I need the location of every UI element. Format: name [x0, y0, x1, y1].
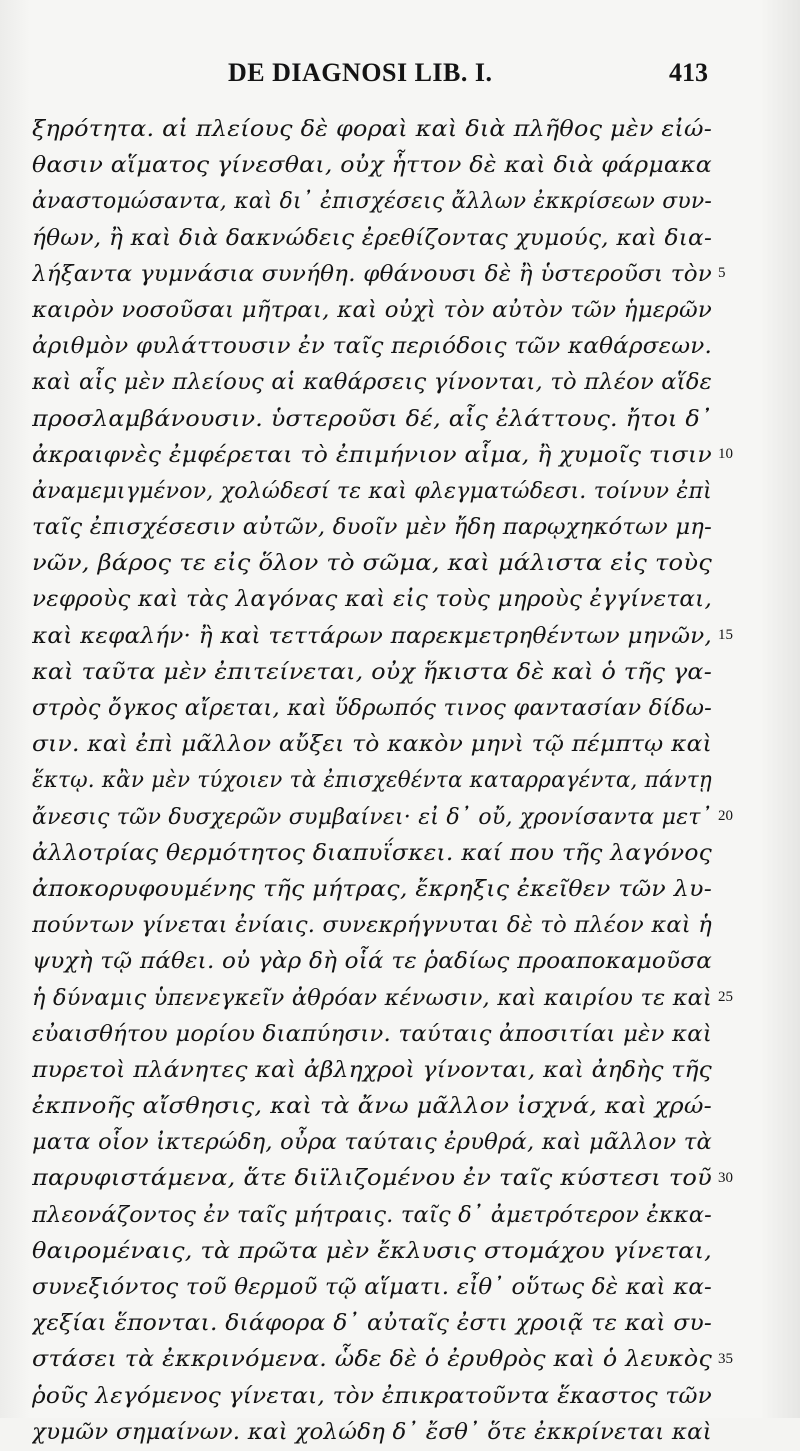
line-number: 25 [718, 988, 733, 1005]
text-line: σιν. καὶ ἐπὶ μᾶλλον αὔξει τὸ κακὸν μηνὶ τῷ πέμπτῳ καὶ [32, 732, 712, 758]
line-number: 15 [718, 626, 733, 643]
text-line: καὶ κεφαλήν· ἢ καὶ τεττάρων παρεκμετρηθέντων μηνῶν, [32, 623, 712, 649]
text-line: πλεονάζοντος ἐν ταῖς μήτραις. ταῖς δ᾽ ἀμετρότερον ἐκκα- [32, 1202, 712, 1228]
text-line: καιρὸν νοσοῦσαι μῆτραι, καὶ οὐχὶ τὸν αὐτὸν τῶν ἡμερῶν [32, 297, 712, 323]
text-line: ήθων, ἢ καὶ διὰ δακνώδεις ἐρεθίζοντας χυμούς, καὶ δια- [32, 225, 712, 251]
line-number: 5 [718, 264, 726, 281]
text-line: ἕκτῳ. κἂν μὲν τύχοιεν τὰ ἐπισχεθέντα καταρραγέντα, πάντῃ [32, 768, 712, 794]
text-line: ἀριθμὸν φυλάττουσιν ἐν ταῖς περιόδοις τῶν καθάρσεων. [32, 334, 712, 360]
text-line: θαιρομέναις, τὰ πρῶτα μὲν ἔκλυσις στομάχου γίνεται, [32, 1238, 712, 1264]
page-number: 413 [669, 58, 708, 87]
text-line: ἄνεσις τῶν δυσχερῶν συμβαίνει· εἰ δ᾽ οὔ, χρονίσαντα μετ᾽ [32, 804, 712, 830]
text-line: συνεξιόντος τοῦ θερμοῦ τῷ αἵματι. εἶθ᾽ οὕτως δὲ καὶ κα- [32, 1275, 712, 1300]
text-line: ταῖς ἐπισχέσεσιν αὐτῶν, δυοῖν μὲν ἤδη παρῳχηκότων μη- [32, 515, 712, 541]
text-line: ψυχὴ τῷ πάθει. οὐ γὰρ δὴ οἷά τε ῥαδίως προαποκαμοῦσα [32, 949, 712, 975]
line-number: 30 [718, 1169, 733, 1186]
page-header [228, 58, 708, 94]
text-line: χεξίαι ἕπονται. διάφορα δ᾽ αὐταῖς ἐστι χροιᾷ τε καὶ συ- [32, 1311, 712, 1337]
text-line: καὶ αἷς μὲν πλείους αἱ καθάρσεις γίνονται, τὸ πλέον αἵδε [32, 370, 712, 396]
running-title: DE DIAGNOSI LIB. I. [228, 58, 493, 87]
line-number: 10 [718, 445, 733, 462]
line-number: 20 [718, 807, 733, 824]
text-line: νῶν, βάρος τε εἰς ὅλον τὸ σῶμα, καὶ μάλιστα εἰς τοὺς [32, 551, 712, 577]
text-line: στρὸς ὄγκος αἴρεται, καὶ ὕδρωπός τινος φαντασίαν δίδω- [32, 696, 712, 721]
text-line: ἐκπνοῆς αἴσθησις, καὶ τὰ ἄνω μᾶλλον ἰσχνά, καὶ χρώ- [32, 1094, 712, 1120]
text-line: ματα οἷον ἰκτερώδη, οὖρα ταύταις ἐρυθρά, καὶ μᾶλλον τὰ [32, 1130, 712, 1156]
text-line: ἀναστομώσαντα, καὶ δι᾽ ἐπισχέσεις ἄλλων ἐκκρίσεων συν- [32, 189, 712, 215]
body-text [32, 112, 712, 1451]
text-line: πυρετοὶ πλάνητες καὶ ἀβληχροὶ γίνονται, καὶ ἀηδὴς τῆς [32, 1057, 712, 1083]
text-line: νεφροὺς καὶ τὰς λαγόνας καὶ εἰς τοὺς μηροὺς ἐγγίνεται, [32, 587, 712, 613]
text-line: ἀποκορυφουμένης τῆς μήτρας, ἔκρηξις ἐκεῖθεν τῶν λυ- [32, 876, 712, 902]
text-line: προσλαμβάνουσιν. ὑστεροῦσι δέ, αἷς ἐλάττους. ἤτοι δ᾽ [32, 406, 712, 432]
text-line: παρυφιστάμενα, ἅτε διϊλιζομένου ἐν ταῖς κύστεσι τοῦ [32, 1166, 712, 1192]
text-line: πούντων γίνεται ἐνίαις. συνεκρήγνυται δὲ τὸ πλέον καὶ ἡ [32, 913, 712, 939]
text-line: ἀκραιφνὲς ἐμφέρεται τὸ ἐπιμήνιον αἷμα, ἢ χυμοῖς τισιν [32, 442, 712, 468]
text-line: ἀναμεμιγμένον, χολώδεσί τε καὶ φλεγματώδεσι. τοίνυν ἐπὶ [32, 478, 712, 504]
text-line: εὐαισθήτου μορίου διαπύησιν. ταύταις ἀποσιτίαι μὲν καὶ [32, 1021, 712, 1047]
text-line: χυμῶν σημαίνων. καὶ χολώδη δ᾽ ἔσθ᾽ ὅτε ἐκκρίνεται καὶ [32, 1419, 712, 1445]
text-line: θασιν αἵματος γίνεσθαι, οὐχ ἧττον δὲ καὶ διὰ φάρμακα [32, 153, 712, 179]
text-line: στάσει τὰ ἐκκρινόμενα. ὧδε δὲ ὁ ἐρυθρὸς καὶ ὁ λευκὸς [32, 1347, 712, 1373]
line-number: 35 [718, 1350, 733, 1367]
text-line: ἀλλοτρίας θερμότητος διαπυΐσκει. καί που τῆς λαγόνος [32, 840, 712, 866]
text-line: ῥοῦς λεγόμενος γίνεται, τὸν ἐπικρατοῦντα ἕκαστος τῶν [32, 1383, 712, 1409]
text-line: καὶ ταῦτα μὲν ἐπιτείνεται, οὐχ ἥκιστα δὲ καὶ ὁ τῆς γα- [32, 659, 712, 685]
text-line: ξηρότητα. αἱ πλείους δὲ φοραὶ καὶ διὰ πλῆθος μὲν εἰώ- [32, 117, 712, 142]
text-line: ἡ δύναμις ὑπενεγκεῖν ἀθρόαν κένωσιν, καὶ καιρίου τε καὶ [32, 985, 712, 1011]
text-line: λήξαντα γυμνάσια συνήθη. φθάνουσι δὲ ἢ ὑστεροῦσι τὸν [32, 261, 712, 287]
